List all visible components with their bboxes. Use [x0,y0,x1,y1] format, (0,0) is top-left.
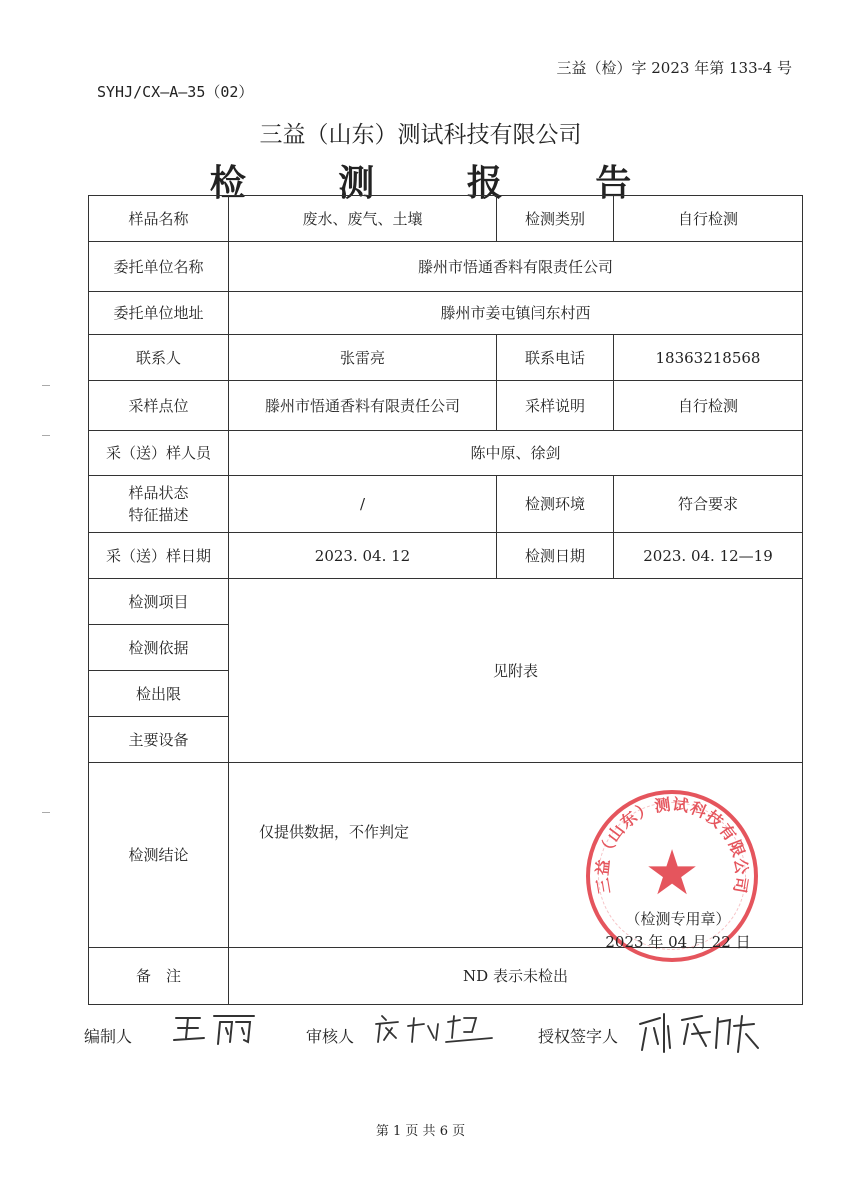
address-value: 滕州市姜屯镇闫东村西 [229,292,803,335]
table-row [89,196,803,242]
see-appendix: 见附表 [229,579,803,763]
star-icon: ★ [644,835,700,909]
sampling-note-label: 采样说明 [497,381,614,431]
form-code: SYHJ/CX—A—35（02） [97,83,254,101]
client-value: 滕州市悟通香料有限责任公司 [229,242,803,292]
sampling-note-value: 自行检测 [614,381,803,431]
sample-state-label [89,476,229,533]
svg-text:三益（山东）测试科技有限公司: 三益（山东）测试科技有限公司 [592,794,752,896]
sample-state-label-line2: 特征描述 [128,506,189,524]
table-row [89,381,803,431]
reviewer-signature [372,1008,496,1048]
environment-label: 检测环境 [497,476,614,533]
reviewer-label: 审核人 [306,1027,355,1046]
phone-value: 18363218568 [614,335,803,381]
equipment-label: 主要设备 [89,717,229,763]
limit-label: 检出限 [89,671,229,717]
margin-mark [42,812,50,813]
contact-label: 联系人 [89,335,229,381]
remarks-value: ND 表示未检出 [229,948,803,1005]
contact-value: 张雷亮 [229,335,497,381]
client-label: 委托单位名称 [89,242,229,292]
report-title: 检 测 报 告 [209,162,672,204]
preparer-label: 编制人 [84,1027,133,1046]
table-row [89,335,803,381]
basis-label: 检测依据 [89,625,229,671]
seal-date: 2023 年 04 月 22 日 [605,933,751,951]
page-number: 第 1 页 共 6 页 [375,1124,466,1139]
table-row [89,431,803,476]
sampling-date-value: 2023. 04. 12 [229,533,497,579]
approver-signature [630,1004,764,1062]
report-number: 三益（检）字 2023 年第 133-4 号 [556,59,792,77]
sampling-site-label: 采样点位 [89,381,229,431]
margin-mark [42,385,50,386]
sampler-value: 陈中原、徐剑 [229,431,803,476]
items-label: 检测项目 [89,579,229,625]
remarks-label: 备 注 [89,948,229,1005]
approver-label: 授权签字人 [538,1027,619,1046]
table-row [89,579,803,625]
sample-name-value: 废水、废气、土壤 [229,196,497,242]
company-name: 三益（山东）测试科技有限公司 [259,122,582,148]
table-row [89,242,803,292]
test-type-label: 检测类别 [497,196,614,242]
sample-state-value: / [229,476,497,533]
sampling-site-value: 滕州市悟通香料有限责任公司 [229,381,497,431]
test-type-value: 自行检测 [614,196,803,242]
conclusion-value: 仅提供数据，不作判定 [229,763,803,948]
test-date-value: 2023. 04. 12—19 [614,533,803,579]
margin-mark [42,435,50,436]
seal-caption: （检测专用章） [625,910,731,928]
address-label: 委托单位地址 [89,292,229,335]
sampler-label: 采（送）样人员 [89,431,229,476]
table-row [89,292,803,335]
environment-value: 符合要求 [614,476,803,533]
table-row [89,533,803,579]
phone-label: 联系电话 [497,335,614,381]
test-date-label: 检测日期 [497,533,614,579]
sampling-date-label: 采（送）样日期 [89,533,229,579]
conclusion-label: 检测结论 [89,763,229,948]
table-row [89,476,803,533]
sample-name-label: 样品名称 [89,196,229,242]
sample-state-label-line1: 样品状态 [128,484,189,502]
preparer-signature [170,1008,260,1048]
